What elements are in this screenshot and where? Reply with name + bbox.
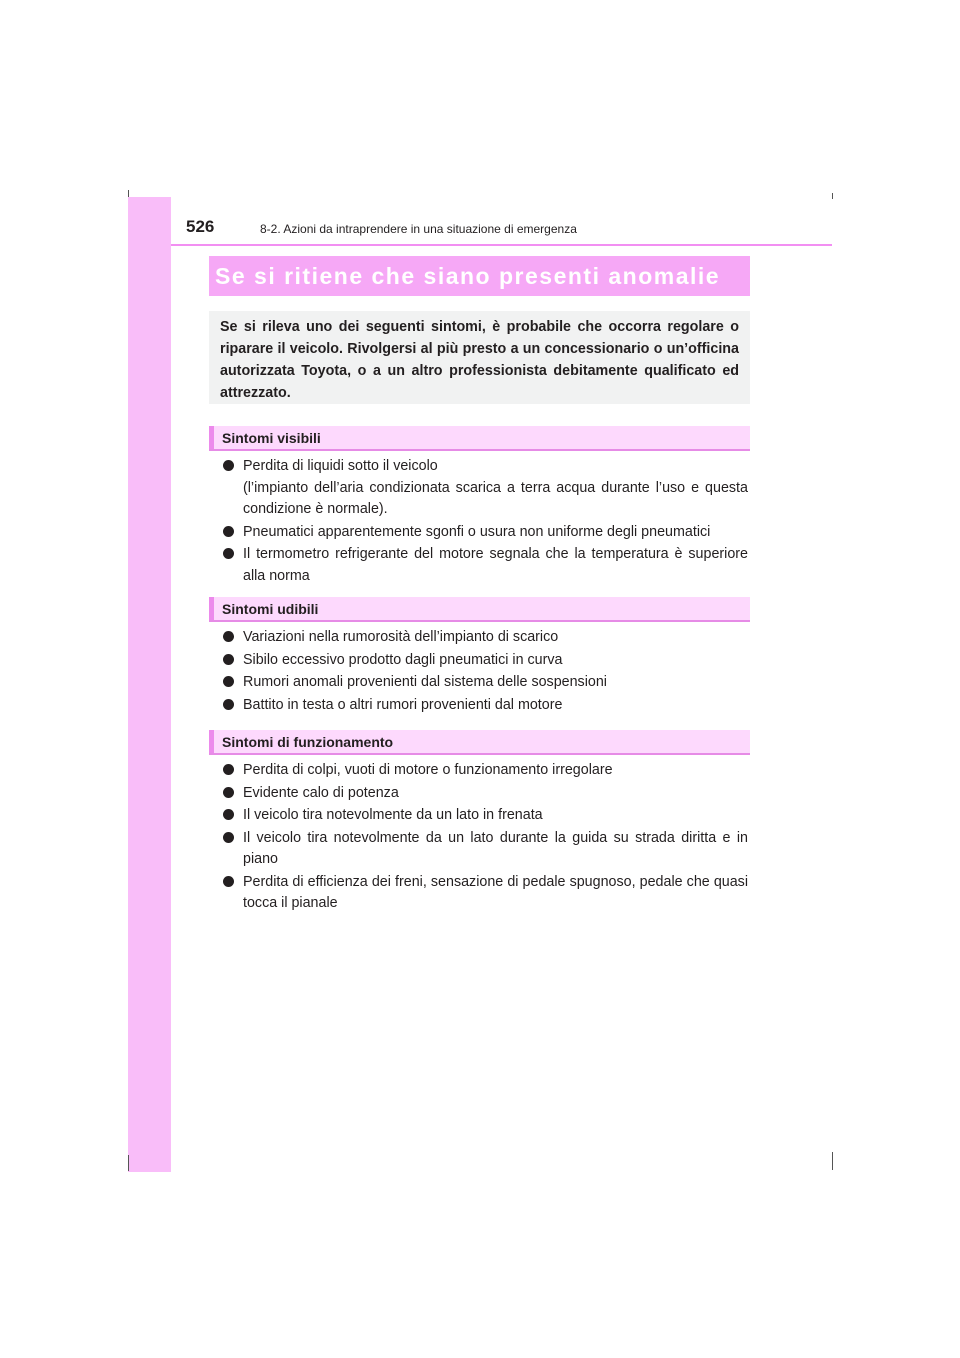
bullet-icon <box>223 526 234 537</box>
bullet-icon <box>223 654 234 665</box>
section-heading-visible <box>209 426 750 451</box>
list-item <box>222 695 748 717</box>
list-item <box>222 650 748 672</box>
bullet-icon <box>223 699 234 710</box>
bullet-icon <box>223 809 234 820</box>
list-item <box>222 872 748 915</box>
symptom-list-visible <box>222 456 748 588</box>
section-heading-label: Sintomi di funzionamento <box>222 734 394 750</box>
running-head: 8-2. Azioni da intraprendere in una situazione di emergenza <box>260 222 577 236</box>
list-item <box>222 544 748 587</box>
list-item <box>222 760 748 782</box>
list-item <box>222 805 748 827</box>
bullet-icon <box>223 460 234 471</box>
list-item <box>222 828 748 871</box>
list-item-text: Evidente calo di potenza <box>243 784 399 801</box>
bullet-icon <box>223 832 234 843</box>
list-item-text: Perdita di efficienza dei freni, sensazione di pedale spugnoso, pedale che quasi tocca il pianale <box>243 873 748 911</box>
list-item <box>222 456 748 521</box>
section-heading-label: Sintomi visibili <box>222 430 321 446</box>
symptom-list-audible <box>222 627 748 717</box>
list-item-text: Sibilo eccessivo prodotto dagli pneumatici in curva <box>243 651 563 668</box>
bullet-icon <box>223 676 234 687</box>
bullet-icon <box>223 876 234 887</box>
section-heading-audible <box>209 597 750 622</box>
crop-mark-bottom-right <box>832 1152 833 1170</box>
section-heading-operation <box>209 730 750 755</box>
page-title: Se si ritiene che siano presenti anomalie <box>209 256 750 296</box>
crop-mark-bottom-left <box>128 1155 129 1171</box>
crop-mark-top-right <box>832 193 833 199</box>
list-item-text: Perdita di liquidi sotto il veicolo <box>243 458 438 474</box>
page-number: 526 <box>186 217 215 236</box>
bullet-icon <box>223 548 234 559</box>
intro-box: Se si rileva uno dei seguenti sintomi, è probabile che occorra regolare o riparare il veicolo. Rivolgersi al più presto a un concessionario o un’officina autorizzata Toyota, o a un altro professionista debitamente qualificato ed attrezzato. <box>209 311 750 404</box>
list-item-text: Pneumatici apparentemente sgonfi o usura non uniforme degli pneumatici <box>243 523 711 540</box>
side-tab-band <box>128 197 171 1172</box>
bullet-icon <box>223 787 234 798</box>
symptom-list-operation <box>222 760 748 916</box>
list-item <box>222 627 748 649</box>
crop-mark-top-left <box>128 190 129 197</box>
list-item-text: Il termometro refrigerante del motore segnala che la temperatura è superiore alla norma <box>243 546 748 584</box>
list-item <box>222 522 748 544</box>
list-item <box>222 783 748 805</box>
section-heading-label: Sintomi udibili <box>222 601 319 617</box>
list-item-text: Battito in testa o altri rumori provenienti dal motore <box>243 696 563 713</box>
list-item-note: (l’impianto dell’aria condizionata scarica a terra acqua durante l’uso e questa condizione è normale). <box>243 479 748 517</box>
list-item-text: Rumori anomali provenienti dal sistema delle sospensioni <box>243 674 607 690</box>
header-rule <box>171 244 832 246</box>
list-item-text: Variazioni nella rumorosità dell’impianto di scarico <box>243 629 559 645</box>
list-item-text: Il veicolo tira notevolmente da un lato durante la guida su strada diritta e in piano <box>243 829 748 867</box>
bullet-icon <box>223 764 234 775</box>
list-item <box>222 672 748 694</box>
bullet-icon <box>223 631 234 642</box>
list-item-text: Perdita di colpi, vuoti di motore o funzionamento irregolare <box>243 762 613 778</box>
list-item-text: Il veicolo tira notevolmente da un lato in frenata <box>243 807 543 823</box>
